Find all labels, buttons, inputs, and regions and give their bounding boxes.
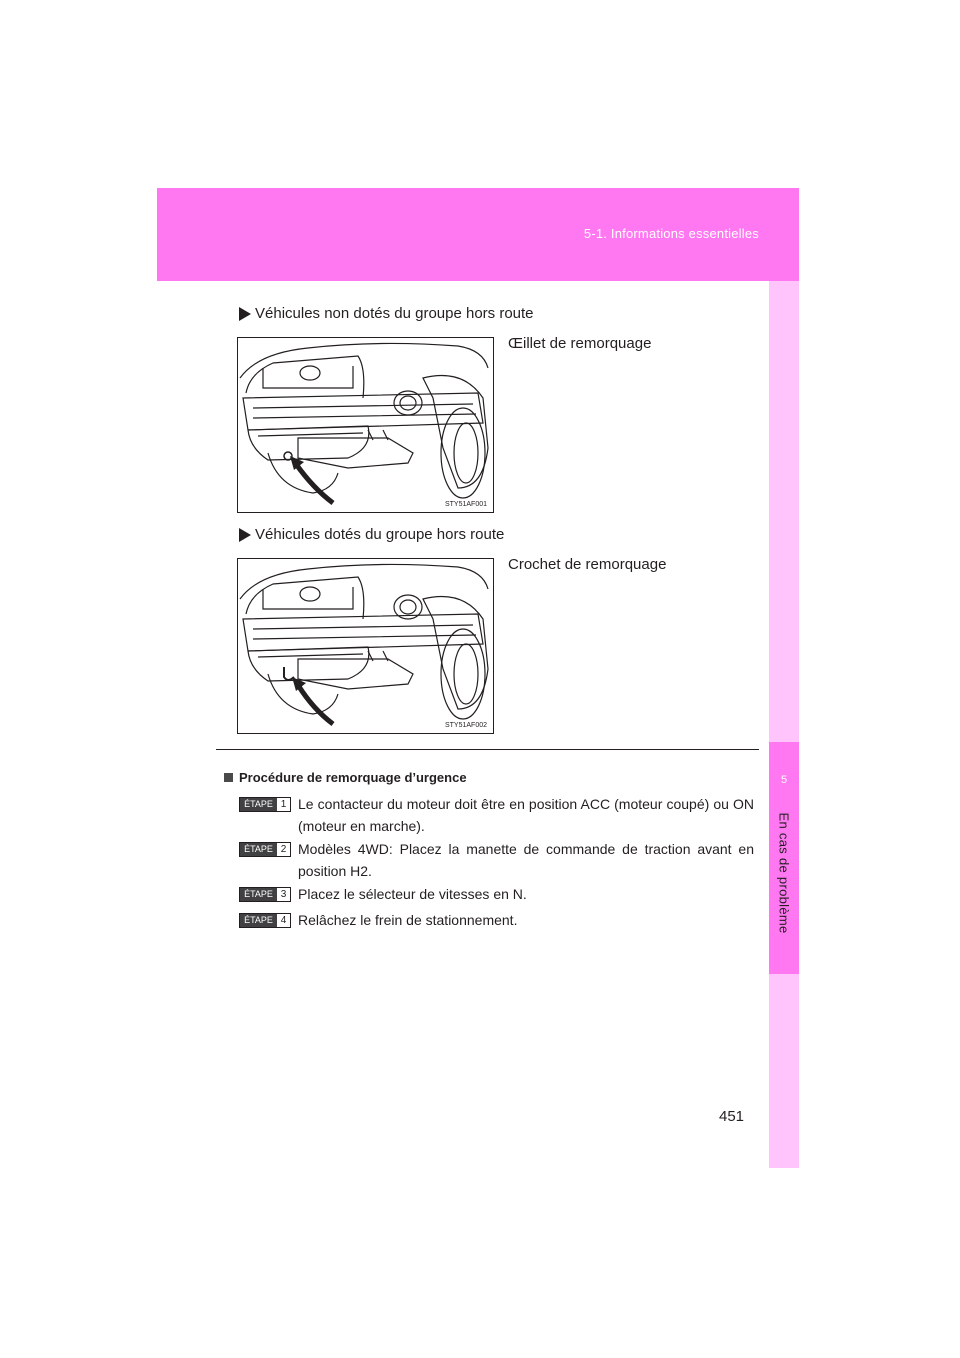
step-badge-3: [239, 887, 291, 902]
triangle-bullet-icon: [239, 528, 251, 542]
side-tab: [769, 281, 799, 1168]
step-number: 2: [277, 843, 290, 856]
variant-heading-2: [239, 526, 504, 543]
variant-heading-text: Véhicules dotés du groupe hors route: [255, 526, 505, 543]
callout-1: Œillet de remorquage: [508, 335, 652, 352]
step-word: ÉTAPE: [240, 888, 277, 901]
step-number: 3: [277, 888, 290, 901]
step-badge-4: [239, 913, 291, 928]
procedure-title: [224, 770, 467, 785]
chapter-title: En cas de problème: [776, 812, 792, 934]
figure-code: STY51AF002: [444, 722, 487, 729]
step-badge-2: [239, 842, 291, 857]
variant-heading-text: Véhicules non dotés du groupe hors route: [255, 305, 534, 322]
callout-2: Crochet de remorquage: [508, 556, 667, 573]
triangle-bullet-icon: [239, 307, 251, 321]
truck-front-illustration: [238, 338, 493, 512]
step-text-2: Modèles 4WD: Placez la manette de commande de traction avant en position H2.: [298, 841, 754, 879]
chapter-number: 5: [780, 774, 788, 786]
step-text-4: Relâchez le frein de stationnement.: [298, 912, 518, 928]
truck-front-illustration: [238, 559, 493, 733]
figure-tow-eyelet: [237, 337, 494, 513]
step-text-3: Placez le sélecteur de vitesses en N.: [298, 886, 527, 902]
section-divider: [216, 749, 759, 750]
chapter-tab: [769, 742, 799, 974]
page-number: 451: [719, 1108, 745, 1125]
step-number: 1: [277, 798, 290, 811]
header-band: [157, 188, 799, 281]
step-text-1: Le contacteur du moteur doit être en position ACC (moteur coupé) ou ON (moteur en marche).: [298, 796, 754, 834]
step-word: ÉTAPE: [240, 843, 277, 856]
figure-code: STY51AF001: [444, 501, 487, 508]
procedure-title-text: Procédure de remorquage d’urgence: [239, 770, 467, 785]
step-number: 4: [277, 914, 290, 927]
step-badge-1: [239, 797, 291, 812]
section-title-header: 5-1. Informations essentielles: [583, 226, 759, 241]
step-word: ÉTAPE: [240, 798, 277, 811]
square-bullet-icon: [224, 773, 233, 782]
figure-tow-hook: [237, 558, 494, 734]
variant-heading-1: [239, 305, 534, 322]
step-word: ÉTAPE: [240, 914, 277, 927]
